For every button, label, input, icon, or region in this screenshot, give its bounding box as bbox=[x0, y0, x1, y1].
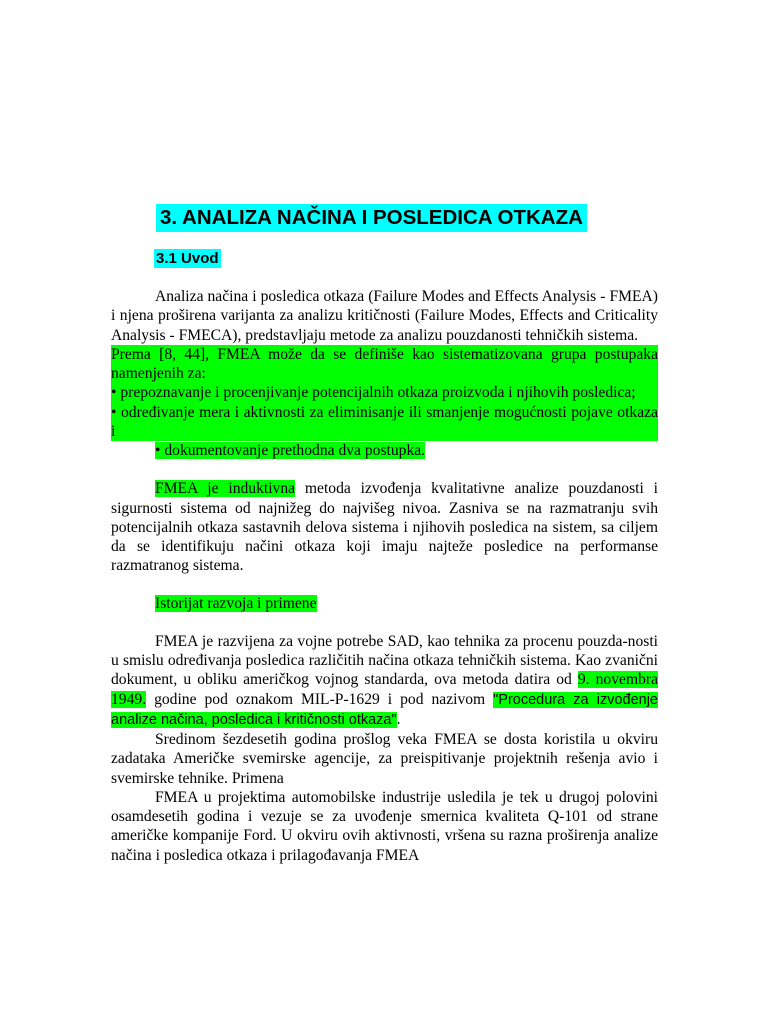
paragraph-definition: Prema [8, 44], FMEA može da se definiše kao sistematizovana grupa postupaka namenjenih za: bbox=[111, 345, 658, 382]
bullet-item: • određivanje mera i aktivnosti za eliminisanje ili smanjenje mogućnosti pojave otkaza i bbox=[111, 403, 658, 440]
bullet-text: • dokumentovanje prethodna dva postupka. bbox=[155, 442, 426, 459]
spacer bbox=[111, 576, 658, 594]
section-title: 3.1 Uvod bbox=[156, 250, 219, 267]
paragraph-text: metoda izvođenja kvalitativne analize pouzdanosti i sigurnosti sistema od najnižeg do najvišeg nivoa. Zasniva se na razmatranju svih potencijalnih otkaza sastavnih delova sistema i njihovih posledica na sistem, sa ciljem da se identifikuju načini otkaza koji imaju najteže posledice na performanse razmatranog sistema. bbox=[111, 480, 658, 575]
highlight-fmea-inductive: FMEA je induktivna bbox=[155, 480, 296, 498]
paragraph-ford: FMEA u projektima automobilske industrije usledila je tek u drugoj polovini osamdesetih godina i vezuje se za uvođenje smernica kvaliteta Q-101 od strane američke kompanije Ford. U okviru ovih aktivnosti, vršena su razna proširenja analize načina i posledica otkaza i prilagođavanja FMEA bbox=[111, 788, 658, 864]
paragraph-text: godine pod oznakom MIL-P-1629 i pod nazivom bbox=[146, 690, 494, 708]
bullet-item-last bbox=[111, 441, 658, 460]
paragraph-fmea-inductive bbox=[111, 479, 658, 575]
paragraph-history bbox=[111, 632, 658, 730]
spacer bbox=[111, 460, 658, 479]
subheading-history bbox=[111, 594, 658, 613]
paragraph-intro: Analiza načina i posledica otkaza (Failure Modes and Effects Analysis - FMEA) i njena proširena varijanta za analizu kritičnosti (Failure Modes, Effects and Criticality Analysis - FMECA), predstavljaju metode za analizu pouzdanosti tehničkih sistema. bbox=[111, 288, 658, 344]
chapter-title: 3. ANALIZA NAČINA I POSLEDICA OTKAZA bbox=[156, 204, 587, 232]
body-text bbox=[111, 287, 658, 865]
paragraph-text: . bbox=[396, 710, 401, 728]
highlight-date: 9. novembra 1949. bbox=[111, 671, 658, 708]
paragraph-text: FMEA je razvijena za vojne potrebe SAD, kao tehnika za procenu pouzda-nosti u smislu određivanja posledica različitih načina otkaza tehničkih sistema. Kao zvanični dokument, u obliku američkog vojnog standarda, ova metoda datira od bbox=[111, 632, 658, 689]
subheading-text: Istorijat razvoja i primene bbox=[155, 594, 317, 612]
highlight-procedure-name: "Procedura za izvođenje analize načina, posledica i kritičnosti otkaza" bbox=[111, 691, 658, 728]
bullet-item: • prepoznavanje i procenjivanje potencijalnih otkaza proizvoda i njihovih posledica; bbox=[111, 383, 658, 402]
spacer bbox=[111, 613, 658, 632]
paragraph-nasa: Sredinom šezdesetih godina prošlog veka FMEA se dosta koristila u okviru zadataka Američke svemirske agencije, za preispitivanje projektnih rešenja avio i svemirske tehnike. Primena bbox=[111, 731, 658, 787]
